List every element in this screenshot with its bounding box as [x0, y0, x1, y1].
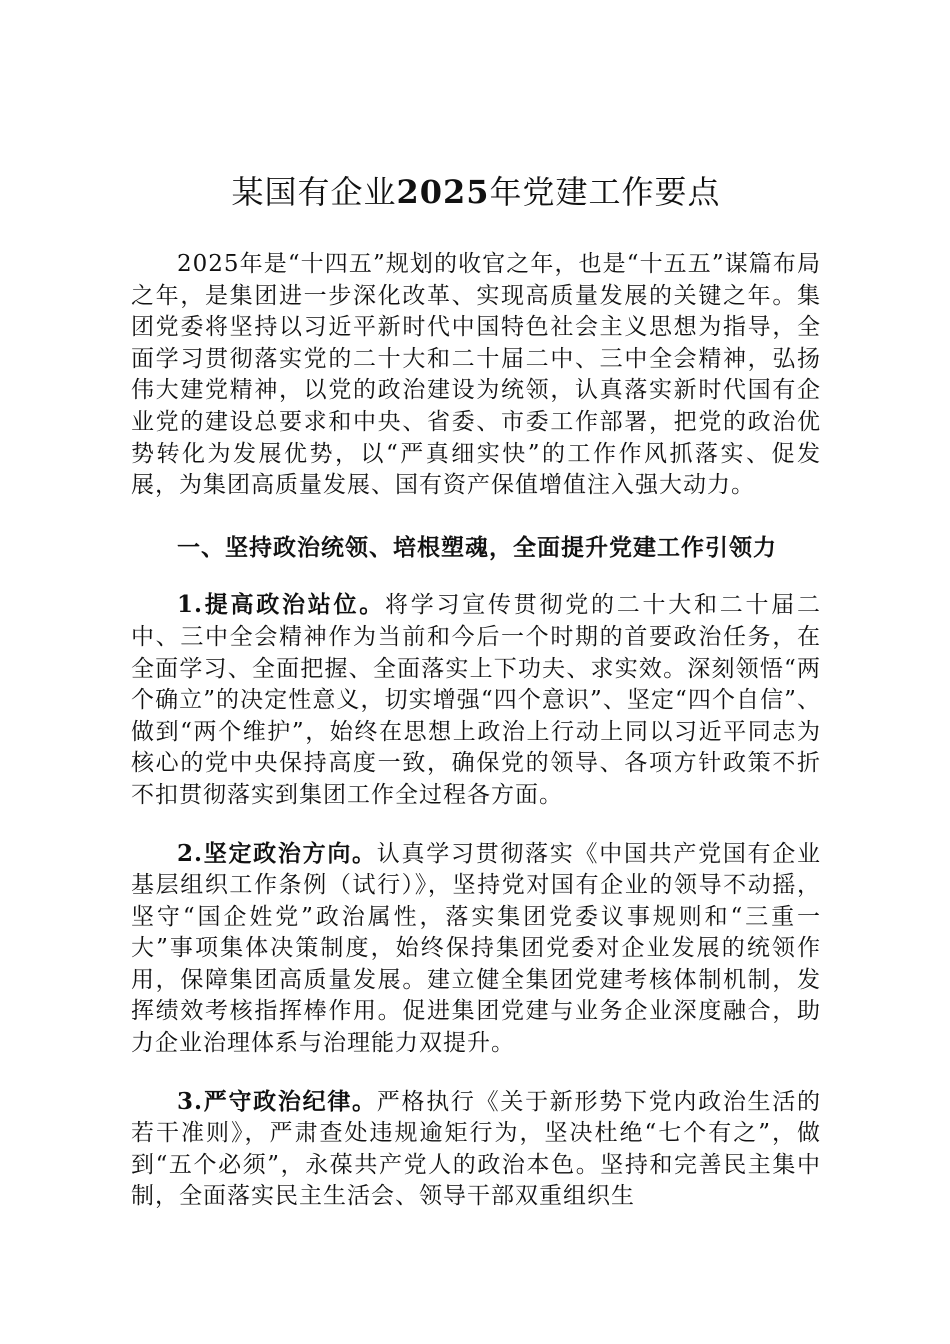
item-body-2: 认真学习贯彻落实《中国共产党国有企业基层组织工作条例（试行）》，坚持党对国有企业的领导不动摇，坚守“国企姓党”政治属性，落实集团党委议事规则和“三重一大”事项集体决策制度，始终保持集团党委对企业发展的统领作用，保障集团高质量发展。建立健全集团党建考核体制机制，发挥绩效考核指挥棒作用。促进集团党建与业务企业深度融合，助力企业治理体系与治理能力双提升。 — [131, 840, 821, 1057]
item-title-1: 1.提高政治站位。 — [177, 591, 386, 619]
item-paragraph-2 — [131, 838, 821, 1060]
intro-paragraph: 2025年是“十四五”规划的收官之年，也是“十五五”谋篇布局之年，是集团进一步深化改革、实现高质量发展的关键之年。集团党委将坚持以习近平新时代中国特色社会主义思想为指导，全面学习贯彻落实党的二十大和二十届二中、三中全会精神，弘扬伟大建党精神，以党的政治建设为统领，认真落实新时代国有企业党的建设总要求和中央、省委、市委工作部署，把党的政治优势转化为发展优势，以“严真细实快”的工作作风抓落实、促发展，为集团高质量发展、国有资产保值增值注入强大动力。 — [131, 251, 821, 499]
item-body-3: 严格执行《关于新形势下党内政治生活的若干准则》，严肃查处违规逾矩行为，坚决杜绝“七个有之”，做到“五个必须”，永葆共产党人的政治本色。坚持和完善民主集中制，全面落实民主生活会、领导干部双重组织生 — [131, 1088, 821, 1210]
document-content — [131, 165, 821, 1213]
item-title-3: 3.严守政治纪律。 — [177, 1087, 377, 1115]
item-body-1: 将学习宣传贯彻党的二十大和二十届二中、三中全会精神作为当前和今后一个时期的首要政治任务，在全面学习、全面把握、全面落实上下功夫、求实效。深刻领悟“两个确立”的决定性意义，切实增强“四个意识”、坚定“四个自信”、做到“两个维护”，始终在思想上政治上行动上同以习近平同志为核心的党中央保持高度一致，确保党的领导、各项方针政策不折不扣贯彻落实到集团工作全过程各方面。 — [131, 592, 822, 808]
title-suffix: 年党建工作要点 — [489, 173, 721, 211]
item-title-2: 2.坚定政治方向。 — [177, 839, 377, 867]
title-prefix: 某国有企业 — [231, 173, 397, 211]
section-heading-1: 一、坚持政治统领、培根塑魂，全面提升党建工作引领力 — [177, 533, 777, 561]
item-paragraph-3 — [131, 1086, 821, 1213]
title-year: 2025 — [396, 173, 490, 211]
page-title — [131, 165, 821, 219]
item-paragraph-1 — [131, 589, 821, 811]
